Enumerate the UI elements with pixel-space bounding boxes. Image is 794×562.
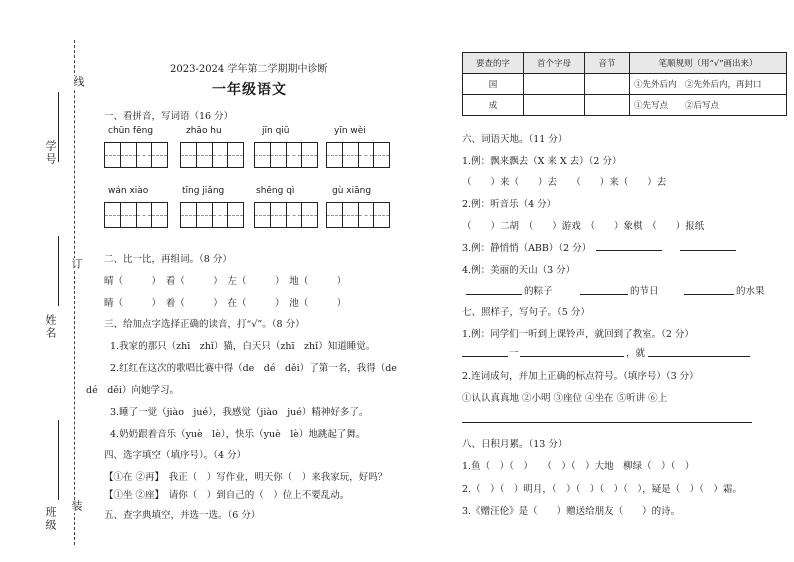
q7-yi: 一: [509, 348, 519, 359]
side-label-xuehao: 学号: [44, 140, 57, 166]
q8-line-3: 3.《赠汪伦》是（ ）赠送给朋友（ ）的诗。: [462, 506, 681, 517]
q5-heading: 五、查字典填空，并选一选。（6 分）: [104, 510, 261, 521]
q6-item-3: 的水果: [736, 286, 765, 297]
q6-ex1-fill: （ ）来（ ）去 （ ）来（ ）去: [462, 177, 667, 188]
sentence-answer-line[interactable]: [462, 422, 752, 423]
q2-line-2: 睛（ ） 着（ ） 在（ ） 池（ ）: [104, 298, 347, 309]
q6-item-1: 的粽子: [524, 286, 553, 297]
q3-line-2: 2.红红在这次的歌唱比赛中得（de dé děi）了第一名，我得（de: [110, 363, 397, 374]
q7-ex2-words: ①认认真真地 ②小明 ③座位 ④坐在 ⑤听讲 ⑥上: [462, 393, 668, 404]
pinyin-4: yīn wèi: [334, 126, 366, 136]
q7-jiu: ，就: [626, 348, 646, 359]
q6-ex4: 4.例：美丽的天山（3 分）: [462, 265, 576, 276]
sentence-blank-2[interactable]: [520, 356, 624, 357]
letter-cell[interactable]: [524, 74, 585, 95]
side-label-ding: 订: [70, 258, 83, 271]
col-header-char: 要查的字: [463, 53, 524, 74]
side-label-banji: 班级: [44, 506, 57, 532]
write-grid-3[interactable]: [254, 142, 318, 168]
row-char: 国: [463, 74, 524, 95]
q4-line-2: 【①坐 ②座】 请你（ ）到自己的（ ）位上不要乱动。: [104, 490, 350, 501]
q6-ex1: 1.例：飘来飘去（X 来 X 去）（2 分）: [462, 156, 622, 167]
syllable-cell[interactable]: [585, 74, 630, 95]
side-label-xingming: 姓名: [44, 314, 57, 340]
q7-heading: 七、照样子，写句子。（5 分）: [462, 307, 590, 318]
pinyin-7: shēng qì: [256, 186, 295, 196]
q7-ex2: 2.连词成句，并加上正确的标点符号。（填序号）（3 分）: [462, 371, 699, 382]
adj-blank-2[interactable]: [580, 294, 628, 295]
col-header-syllable: 音节: [585, 53, 630, 74]
q3-line-3: dé děi）向她学习。: [86, 385, 179, 396]
xuehao-blank: [58, 92, 60, 162]
q6-heading: 六、词语天地。（11 分）: [462, 134, 568, 145]
write-grid-4[interactable]: [326, 142, 390, 168]
q1-heading: 一、看拼音，写词语（16 分）: [104, 111, 234, 122]
pinyin-5: wán xiào: [108, 186, 149, 196]
adj-blank-1[interactable]: [466, 294, 522, 295]
abb-blank-1[interactable]: [596, 250, 662, 251]
side-label-xian: 线: [72, 76, 85, 89]
q3-heading: 三、给加点字选择正确的读音，打“√”。（8 分）: [104, 319, 305, 330]
banji-blank: [58, 420, 60, 500]
pinyin-8: gù xiāng: [332, 186, 372, 196]
exam-title: 一年级语文: [212, 82, 287, 98]
pinyin-6: tīng jiǎng: [182, 186, 225, 196]
letter-cell[interactable]: [524, 95, 585, 116]
q8-line-1: 1.鱼（ ）（ ） （ ）（ ）大地 柳绿（ ）（ ）: [462, 461, 695, 472]
write-grid-6[interactable]: [180, 202, 244, 228]
q6-ex3: 3.例：静悄悄（ABB）（2 分）: [462, 243, 592, 254]
sentence-blank-3[interactable]: [648, 356, 750, 357]
exam-header: 2023-2024 学年第二学期期中诊断: [170, 64, 328, 75]
q2-heading: 二、比一比，再组词。（8 分）: [104, 254, 232, 265]
write-grid-5[interactable]: [104, 202, 168, 228]
q4-heading: 四、选字填空（填序号）。（4 分）: [104, 450, 247, 461]
col-header-rule: 笔顺规则（用“√”画出来）: [630, 53, 787, 74]
xingming-blank: [58, 236, 60, 306]
q6-ex2: 2.例：听音乐（4 分）: [462, 199, 557, 210]
binding-line: [74, 40, 75, 545]
q6-ex2-fill: （ ）二胡 （ ）游戏 （ ）象棋 （ ）报纸: [462, 221, 705, 232]
write-grid-1[interactable]: [104, 142, 168, 168]
side-label-zhuang: 装: [70, 500, 83, 513]
q4-line-1: 【①在 ②再】 我正（ ）写作业，明天你（ ）来我家玩，好吗？: [104, 472, 388, 483]
write-grid-8[interactable]: [326, 202, 390, 228]
sentence-blank-1[interactable]: [462, 356, 508, 357]
q3-line-1: 1.我家的那只（zhī zhǐ）猫，白天只（zhī zhǐ）知道睡觉。: [110, 341, 376, 352]
dictionary-table: [462, 52, 787, 116]
q3-line-4: 3.睡了一觉（jiào jué），我感觉（jiào jué）精神好多了。: [110, 407, 369, 418]
pinyin-1: chūn fēng: [108, 126, 154, 136]
q3-line-5: 4.奶奶跟着音乐（yuè lè），快乐（yuè lè）地跳起了舞。: [110, 429, 366, 440]
adj-blank-3[interactable]: [684, 294, 734, 295]
q8-heading: 八、日积月累。（13 分）: [462, 439, 568, 450]
q7-ex1: 1.例：同学们一听到上课铃声，就回到了教室。（2 分）: [462, 329, 694, 340]
rule-cell[interactable]: ①先外后内 ②先外后内，再封口: [630, 74, 787, 95]
q6-item-2: 的节日: [630, 286, 659, 297]
pinyin-2: zhāo hu: [186, 126, 222, 136]
q2-line-1: 晴（ ） 看（ ） 左（ ） 地（ ）: [104, 276, 347, 287]
write-grid-2[interactable]: [180, 142, 244, 168]
abb-blank-2[interactable]: [680, 250, 736, 251]
col-header-letter: 首个字母: [524, 53, 585, 74]
rule-cell[interactable]: ①先写点 ②后写点: [630, 95, 787, 116]
write-grid-7[interactable]: [254, 202, 318, 228]
row-char: 成: [463, 95, 524, 116]
syllable-cell[interactable]: [585, 95, 630, 116]
pinyin-3: jīn qiū: [262, 126, 290, 136]
q8-line-2: 2.（ ）（ ）明月，（ ）（ ）（ ）（ ），疑是（ ）（ ）霜。: [462, 484, 742, 495]
